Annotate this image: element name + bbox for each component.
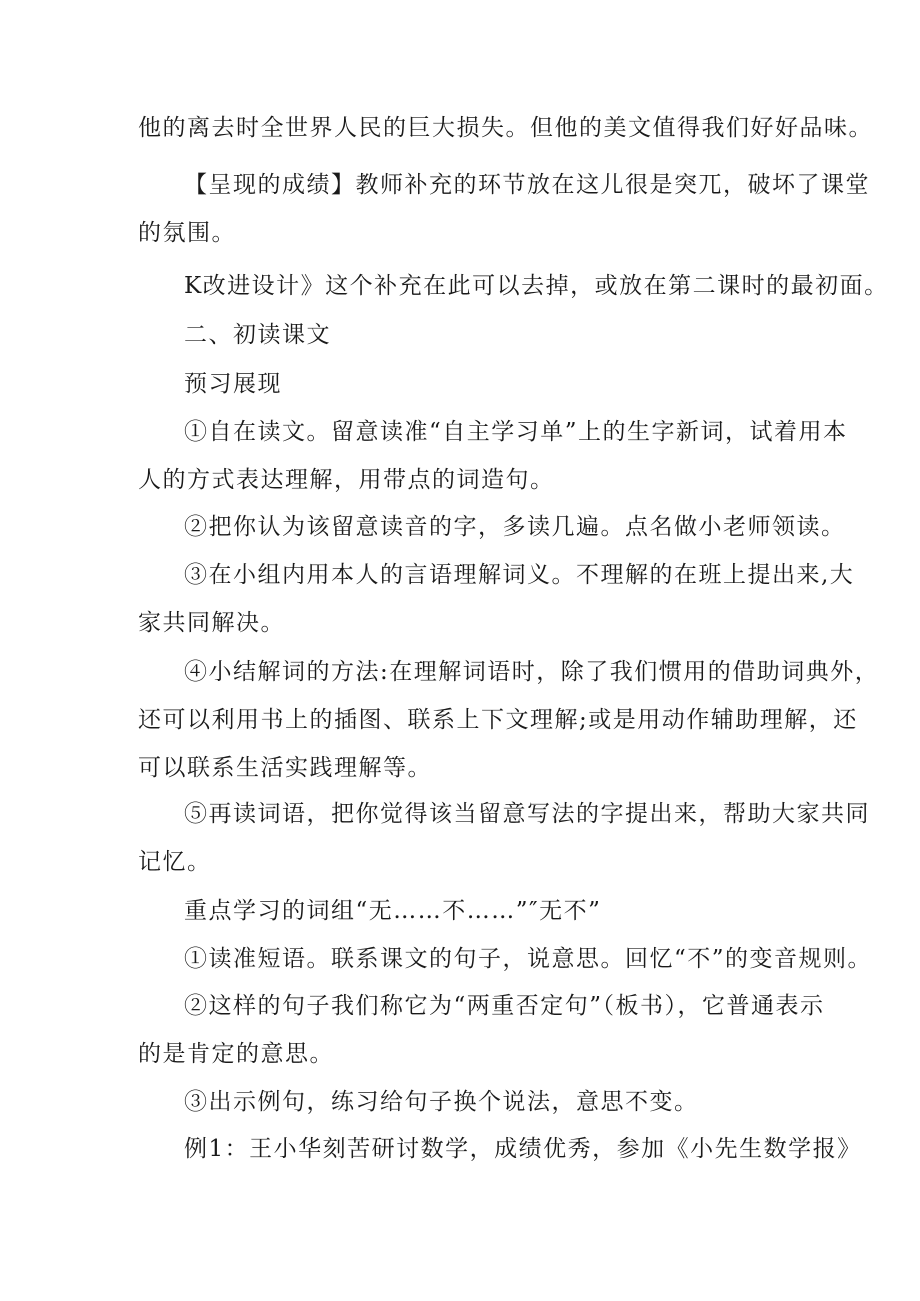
paragraph-line: 他的离去时全世界人民的巨大损失。但他的美文值得我们好好品味。 [138, 115, 873, 141]
paragraph-line: ①读准短语。联系课文的句子，说意思。回忆“不”的变音规则。 [184, 946, 873, 972]
paragraph-line: 人的方式表达理解，用带点的词造句。 [138, 467, 555, 493]
paragraph-line: 的是肯定的意思。 [138, 1041, 334, 1067]
paragraph-line: ②把你认为该留意读音的字，多读几遍。点名做小老师领读。 [184, 514, 846, 540]
paragraph-7 [138, 503, 846, 551]
paragraph-10 [138, 790, 870, 886]
paragraph-13 [138, 982, 825, 1078]
subsection-heading [138, 360, 798, 408]
section-heading [138, 311, 798, 359]
paragraph-line: ③出示例句，练习给句子换个说法，意思不变。 [184, 1089, 699, 1115]
paragraph-line: ⑤再读词语，把你觉得该当留意写法的字提出来，帮助大家共同 [184, 801, 870, 827]
paragraph-line: ③在小组内用本人的言语理解词义。不理解的在班上提出来,大 [184, 562, 855, 588]
paragraph-line: 预习展现 [184, 371, 282, 397]
paragraph-line: K改进设计》这个补充在此可以去掉，或放在第二课时的最初面。 [184, 273, 889, 299]
paragraph-line: 的氛围。 [138, 220, 236, 246]
paragraph-line: 还可以利用书上的插图、联系上下文理解;或是用动作辅助理解，还 [138, 707, 858, 733]
paragraph-line: 家共同解决。 [138, 610, 285, 636]
paragraph-15 [138, 1125, 862, 1173]
paragraph-line: ①自在读文。留意读准“自主学习单”上的生字新词，试着用本 [184, 419, 848, 445]
paragraph-14 [138, 1078, 798, 1126]
paragraph-line: 可以联系生活实践理解等。 [138, 755, 432, 781]
paragraph-line: 重点学习的词组“无……不……”″无不” [184, 898, 602, 924]
paragraph-line: 二、初读课文 [184, 322, 331, 348]
paragraph-12 [138, 935, 873, 983]
paragraph-2 [138, 161, 870, 257]
paragraph-line: ④小结解词的方法:在理解词语时，除了我们惯用的借助词典外， [184, 659, 880, 685]
paragraph-9 [138, 648, 880, 792]
paragraph-1 [138, 104, 873, 152]
paragraph-line: 【呈现的成绩】教师补充的环节放在这儿很是突兀，破坏了课堂 [184, 172, 870, 198]
paragraph-6 [138, 408, 848, 504]
paragraph-line: ②这样的句子我们称它为“两重否定句”（板书），它普通表示 [184, 993, 825, 1019]
paragraph-line: 记忆。 [138, 849, 212, 875]
paragraph-11 [138, 887, 798, 935]
paragraph-line: 例1：王小华刻苦研讨数学，成绩优秀，参加《小先生数学报》 [184, 1136, 862, 1162]
paragraph-8 [138, 551, 855, 647]
paragraph-3 [138, 262, 889, 310]
